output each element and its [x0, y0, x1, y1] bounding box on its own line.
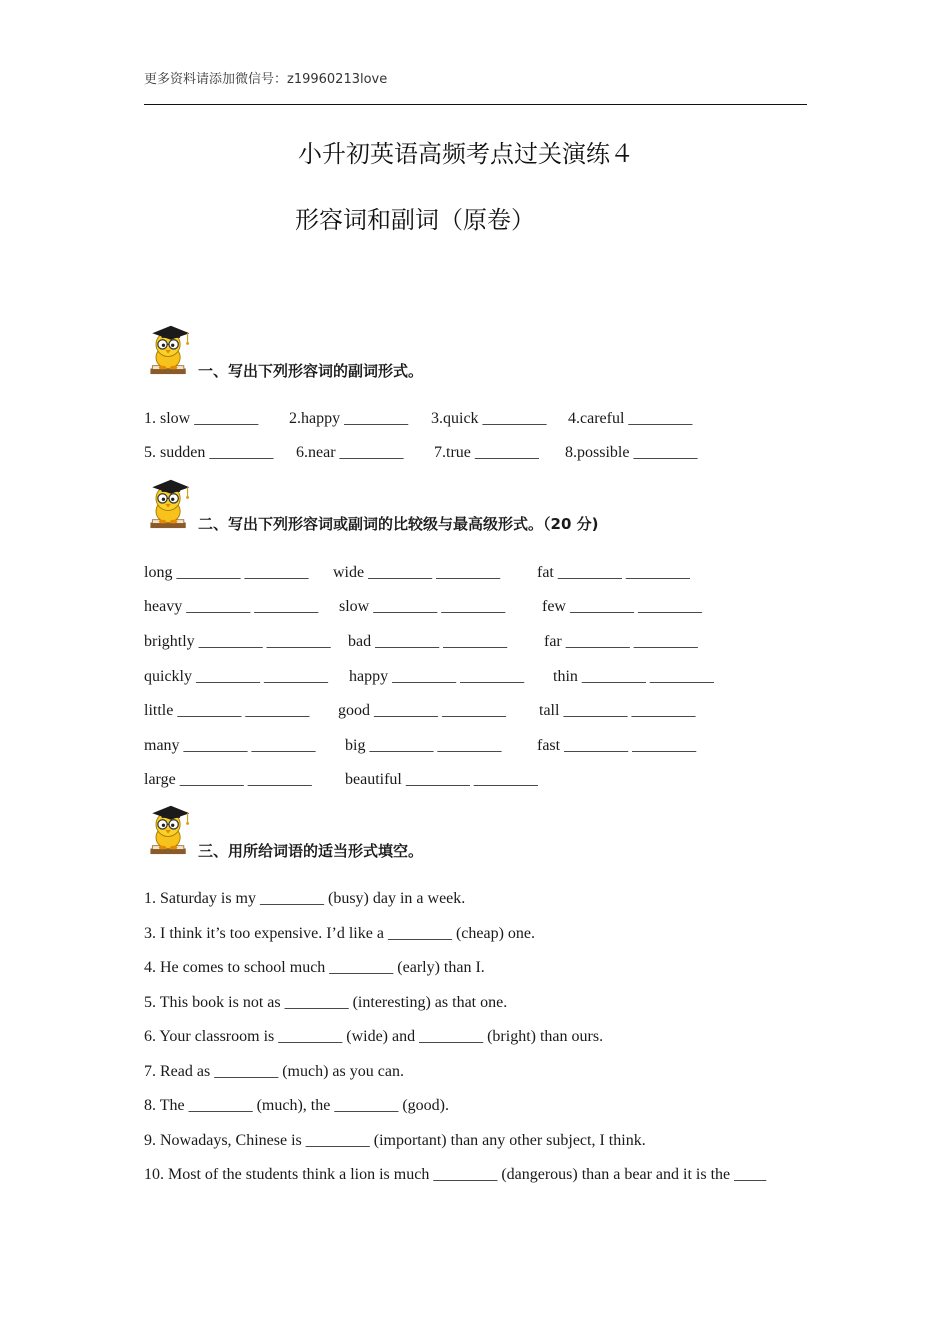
scholar-mascot-icon	[143, 320, 195, 378]
section2-item: happy ________ ________	[349, 668, 525, 685]
section3-question: 10. Most of the students think a lion is much ________ (dangerous) than a bear and it is the ____	[144, 1166, 767, 1183]
section3-question: 8. The ________ (much), the ________ (good).	[144, 1097, 449, 1114]
section1-item: 1. slow ________	[144, 410, 259, 427]
section2-item: big ________ ________	[345, 737, 502, 754]
section1-item: 2.happy ________	[289, 410, 409, 427]
section3-question: 1. Saturday is my ________ (busy) day in a week.	[144, 890, 466, 907]
section2-item: brightly ________ ________	[144, 633, 331, 650]
scholar-mascot-icon	[143, 474, 195, 532]
section1-item: 5. sudden ________	[144, 444, 274, 461]
section2-item: bad ________ ________	[348, 633, 508, 650]
section2-item: quickly ________ ________	[144, 668, 328, 685]
section3-question: 6. Your classroom is ________ (wide) and ________ (bright) than ours.	[144, 1028, 604, 1045]
section2-item: thin ________ ________	[553, 668, 714, 685]
section2-heading: 二、写出下列形容词或副词的比较级与最高级形式。（20 分)	[198, 515, 599, 533]
section1-item: 6.near ________	[296, 444, 404, 461]
section3-question: 5. This book is not as ________ (interesting) as that one.	[144, 994, 508, 1011]
section2-item: good ________ ________	[338, 702, 506, 719]
section2-item: large ________ ________	[144, 771, 312, 788]
section3-question: 3. I think it’s too expensive. I’d like a ________ (cheap) one.	[144, 925, 536, 942]
section2-item: heavy ________ ________	[144, 598, 319, 615]
section1-item: 4.careful ________	[568, 410, 693, 427]
section2-item: slow ________ ________	[339, 598, 506, 615]
header-divider	[144, 104, 807, 105]
section3-question: 9. Nowadays, Chinese is ________ (important) than any other subject, I think.	[144, 1132, 646, 1149]
section2-item: many ________ ________	[144, 737, 316, 754]
section2-item: wide ________ ________	[333, 564, 501, 581]
section2-item: fast ________ ________	[537, 737, 697, 754]
page-subtitle: 形容词和副词（原卷）	[295, 206, 535, 234]
section1-item: 3.quick ________	[431, 410, 547, 427]
section2-item: beautiful ________ ________	[345, 771, 538, 788]
page-title: 小升初英语高频考点过关演练４	[298, 140, 634, 168]
section3-question: 7. Read as ________ (much) as you can.	[144, 1063, 404, 1080]
section2-item: long ________ ________	[144, 564, 309, 581]
section2-item: few ________ ________	[542, 598, 702, 615]
header-note: 更多资料请添加微信号：z19960213love	[144, 72, 388, 87]
section1-heading: 一、写出下列形容词的副词形式。	[198, 362, 424, 380]
section2-item: far ________ ________	[544, 633, 698, 650]
section2-item: little ________ ________	[144, 702, 310, 719]
section3-heading: 三、用所给词语的适当形式填空。	[198, 842, 424, 860]
section3-question: 4. He comes to school much ________ (early) than I.	[144, 959, 485, 976]
section2-item: fat ________ ________	[537, 564, 690, 581]
section1-item: 7.true ________	[434, 444, 539, 461]
section1-item: 8.possible ________	[565, 444, 698, 461]
scholar-mascot-icon	[143, 800, 195, 858]
section2-item: tall ________ ________	[539, 702, 696, 719]
